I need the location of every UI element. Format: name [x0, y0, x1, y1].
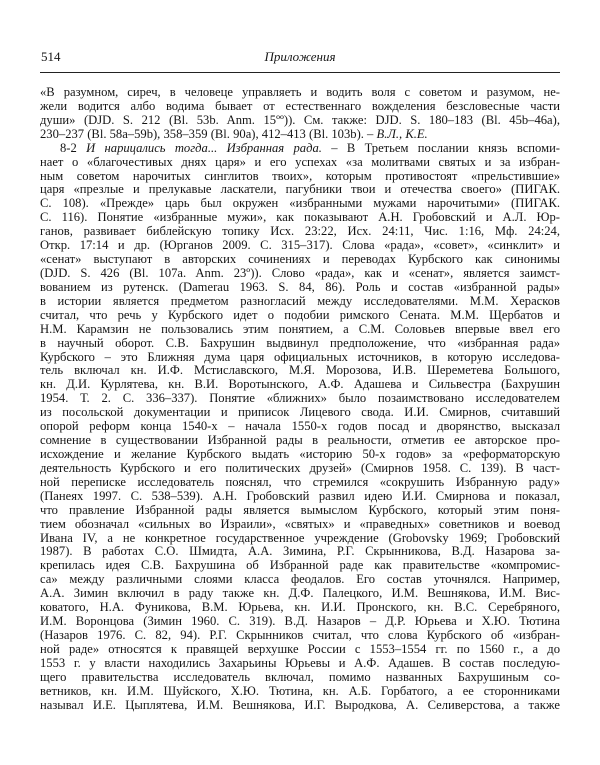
text-line [40, 267, 560, 281]
text-line [40, 114, 560, 128]
text-line [40, 615, 560, 629]
text-segment: «сенат» выступают в авторских сочинениях и переводах Курбского как синонимы [40, 252, 560, 267]
text-segment: в научный оборот. С.В. Бахрушин выдвинул предположение, что «избранная рада» [40, 335, 560, 350]
text-segment: крепилась идея С.В. Бахрушина об Избранной раде как правительстве «компромис- [40, 558, 560, 573]
text-line [40, 281, 560, 295]
text-segment: – В Третьем послании князь вспоми- [321, 140, 561, 155]
text-segment: С. 116). Понятие «избранные мужи», как показывают А.Н. Гробовский и А.Л. Юр- [40, 210, 560, 225]
text-line [40, 434, 560, 448]
text-segment: сомнение в существовании Избранной рады в реальности, отметив ее авторское про- [40, 433, 560, 448]
text-segment: Ивана IV, а не конкретное государственное учреждение (Grobovsky 1969; Гробовский [40, 530, 560, 545]
text-line [40, 142, 560, 156]
text-line [40, 462, 560, 476]
text-segment: са» между различными слоями класса феодалов. Его состав уточнялся. Например, [40, 572, 560, 587]
text-segment: в истории является предметом разногласий между исследователями. М.М. Херасков [40, 293, 560, 308]
text-line [40, 211, 560, 225]
page-number: 514 [41, 49, 61, 64]
text-line [40, 337, 560, 351]
text-line [40, 156, 560, 170]
text-line [40, 86, 560, 100]
body-text [40, 86, 560, 712]
text-segment: ным советом нарочитых синглитов твоих», которым противостоят «прельстившие» [40, 168, 560, 183]
text-line [40, 532, 560, 546]
text-segment: коватого, Н.А. Фуникова, В.М. Юрьева, кн. И.И. Пронского, кн. В.С. Серебряного, [40, 600, 560, 615]
text-segment: тием обозначал «сильных во Израили», «святых» и «праведных» советников и воевод [40, 516, 560, 531]
text-segment: С. 108). «Прежде» царь был окружен «избранными мужами нарочитыми» (ПИГАК. [40, 196, 560, 211]
text-line [40, 239, 560, 253]
text-segment: опорой реформ конца 1540-х – начала 1550-х годов посад и дворянство, высказал [40, 419, 560, 434]
running-title: Приложения [264, 49, 336, 64]
text-segment: деятельность Курбского и его политических друзей» (Смирнов 1958. С. 139). В част- [40, 460, 560, 475]
text-segment: считал, что речь у Курбского идет о подобии римского Сената. М.М. Щербатов и [40, 307, 560, 322]
text-segment: А.А. Зимин включил в раду также кн. Д.Ф. Палецкого, И.М. Вешнякова, И.М. Вис- [40, 586, 560, 601]
text-line [40, 406, 560, 420]
text-segment: называл И.Е. Цыплятева, И.М. Вешнякова, И.Г. Выродкова, А. Селиверстова, а также [40, 697, 560, 712]
text-segment: Н.М. Карамзин не пользовались этим понятием, а С.М. Соловьев впервые ввел его [40, 321, 560, 336]
text-segment: что правление Избранной рады является вымыслом Курбского, который этим поня- [40, 502, 560, 517]
text-segment: души» (DJD. S. 212 (Bl. 53b. Anm. 15ºº)). См. также: DJD. S. 180–183 (Bl. 45b–46a), [40, 112, 560, 127]
text-segment: кн. Д.И. Курлятева, кн. В.И. Воротынского, А.Ф. Адашева и Сильвестра (Бахрушин [40, 377, 560, 392]
text-segment: ганов, развивает библейскую топику Исх. 23:22, Исх. 24:11, Чис. 1:16, Мф. 24:24, [40, 224, 560, 239]
text-line [40, 559, 560, 573]
text-segment: тель включал кн. И.Ф. Мстиславского, М.Я. Морозова, И.В. Шереметева Большого, [40, 363, 560, 378]
text-line [40, 183, 560, 197]
text-segment: (Панеях 1997. С. 538–539). А.Н. Гробовский развил идею И.И. Смирнова и показал, [40, 488, 560, 503]
text-segment: нает о «благочестивых днях царя» и его успехах «за молитвами святых и за избран- [40, 154, 560, 169]
text-line [40, 601, 560, 615]
text-line [40, 253, 560, 267]
text-segment: вованием из рутенск. (Damerau 1963. S. 84, 86). Роль и состав «избранной рады» [40, 279, 560, 294]
text-line [40, 295, 560, 309]
text-line [40, 323, 560, 337]
text-line [40, 545, 560, 559]
text-segment: (DJD. S. 426 (Bl. 107a. Anm. 23º)). Слово «рада», как и «сенат», является заимст- [40, 265, 560, 280]
text-segment: 1553 г. у власти находились Захарьины Юрьевы и А.Ф. Адашев. В состав последую- [40, 655, 560, 670]
text-line [40, 100, 560, 114]
text-segment: ной переписке исследователь пояснял, что стремился «сокрушить Избранную раду» [40, 474, 560, 489]
text-segment: ветников, кн. И.М. Шуйского, Х.Ю. Тютина, кн. А.Б. Горбатого, а ее сторонниками [40, 683, 560, 698]
text-line [40, 170, 560, 184]
text-line [40, 128, 560, 142]
italic-text: И нарицались тогда... Избранная рада. [86, 140, 322, 155]
text-segment: из посольской документации и приписок Лицевого свода. И.И. Смирнов, считавший [40, 405, 560, 420]
text-line [40, 378, 560, 392]
text-segment: «В разумном, сиреч, в человеце управляеть и водить воля с советом и разумом, не- [40, 85, 560, 99]
text-line [40, 197, 560, 211]
text-line [40, 448, 560, 462]
header-rule [40, 72, 560, 73]
text-segment: Курбского – это Ближняя дума царя официальных источников, в которую исследова- [40, 349, 560, 364]
text-line [40, 671, 560, 685]
text-line [40, 518, 560, 532]
text-line [40, 392, 560, 406]
text-segment: И.М. Воронцова (Зимин 1960. С. 319). В.Д. Назаров – Д.Р. Юрьева и Х.Ю. Тютина [40, 614, 560, 629]
text-line [40, 364, 560, 378]
text-line [40, 699, 560, 713]
text-line [40, 643, 560, 657]
text-line [40, 490, 560, 504]
text-segment: щего правительства исследователь включал, помимо названных Бахрушиным со- [40, 669, 560, 684]
italic-text: В.Л., К.Е. [376, 126, 428, 141]
text-line [40, 657, 560, 671]
text-line [40, 225, 560, 239]
text-line [40, 587, 560, 601]
text-segment: (Назаров 1976. С. 82, 94). Р.Г. Скрынников считал, что слова Курбского об «избран- [40, 627, 560, 642]
text-segment: исхождение и желание Курбского выдать «историю 50-х годов» за «реформаторскую [40, 446, 560, 461]
text-segment: 230–237 (Bl. 58a–59b), 358–359 (Bl. 90a), 412–413 (Bl. 103b). – [40, 126, 377, 141]
text-segment: ной раде» относятся к правящей верхушке России с 1553–1554 гг. по 1560 г., а до [40, 641, 560, 656]
text-line [40, 573, 560, 587]
text-line [40, 476, 560, 490]
text-line [40, 629, 560, 643]
text-segment: 1987). В работах С.О. Шмидта, А.А. Зимина, Р.Г. Скрынникова, В.Д. Назарова за- [40, 544, 560, 559]
text-segment: царя «презлые и прелукавые ласкатели, пагубники твои и отечества своего» (ПИГАК. [40, 182, 560, 197]
page-header [40, 49, 560, 67]
text-segment: 1954. Т. 2. С. 336–337). Понятие «ближних» было позаимствовано исследователем [40, 391, 560, 406]
text-segment: жели водится албо водима бывает от естественнаго вожделения безсловесные части [40, 98, 560, 113]
text-line [40, 309, 560, 323]
text-segment: 8-2 [60, 140, 87, 155]
text-line [40, 685, 560, 699]
text-line [40, 351, 560, 365]
text-line [40, 420, 560, 434]
text-line [40, 504, 560, 518]
text-segment: Откр. 17:14 и др. (Юрганов 2009. С. 315–317). Слова «рада», «совет», «синклит» и [40, 238, 560, 253]
